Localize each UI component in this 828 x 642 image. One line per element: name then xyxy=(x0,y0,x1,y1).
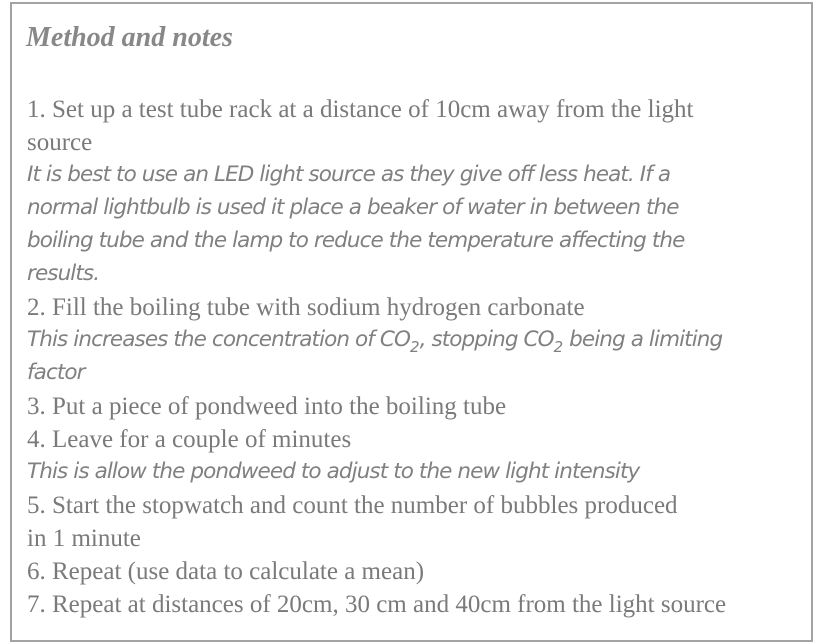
step-line: in 1 minute xyxy=(27,525,141,552)
step-line: 1. Set up a test tube rack at a distance of 10cm away from the light xyxy=(27,96,694,123)
method-notes-box xyxy=(10,2,813,642)
step-line: 2. Fill the boiling tube with sodium hydrogen carbonate xyxy=(27,294,585,321)
section-title: Method and notes xyxy=(26,22,233,53)
step-line: 6. Repeat (use data to calculate a mean) xyxy=(27,558,425,585)
note-text: This increases the concentration of CO xyxy=(27,327,411,352)
note-line: boiling tube and the lamp to reduce the temperature affecting the xyxy=(27,228,685,253)
step-line: 4. Leave for a couple of minutes xyxy=(27,426,352,453)
note-line: results. xyxy=(27,261,100,286)
step-line: 7. Repeat at distances of 20cm, 30 cm and 40cm from the light source xyxy=(27,591,727,618)
step-line: source xyxy=(27,129,93,156)
note-line: factor xyxy=(27,360,85,385)
note-line: normal lightbulb is used it place a beaker of water in between the xyxy=(27,195,679,220)
note-line: It is best to use an LED light source as they give off less heat. If a xyxy=(27,162,671,187)
step-line: 5. Start the stopwatch and count the number of bubbles produced xyxy=(27,492,678,519)
note-text: being a limiting xyxy=(563,327,723,352)
subscript-2: 2 xyxy=(553,338,564,356)
note-text: , stopping CO xyxy=(419,327,554,352)
subscript-2: 2 xyxy=(410,338,420,356)
step-line: 3. Put a piece of pondweed into the boiling tube xyxy=(27,393,507,420)
note-line xyxy=(27,327,722,356)
note-line: This is allow the pondweed to adjust to the new light intensity xyxy=(27,459,640,484)
